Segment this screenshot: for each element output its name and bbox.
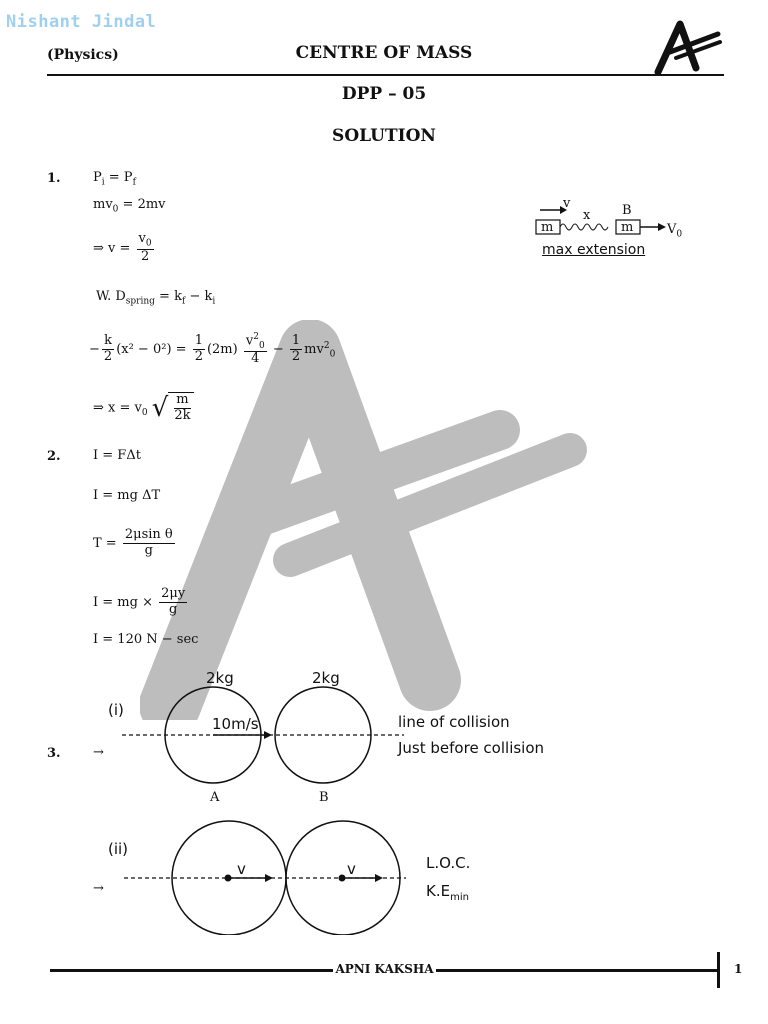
spring-block-diagram bbox=[530, 198, 690, 238]
q2-impulse-gravity: I = mg ΔT bbox=[93, 488, 161, 503]
footer-brand: APNI KAKSHA bbox=[335, 962, 434, 976]
subject-label: (Physics) bbox=[47, 47, 119, 63]
diagram-mass-1-label: m bbox=[541, 220, 554, 235]
author-watermark: Nishant Jindal bbox=[6, 12, 157, 32]
diagram-block-b-label: B bbox=[622, 203, 632, 218]
topic-title: CENTRE OF MASS bbox=[295, 43, 473, 63]
diagram-mass-2-label: m bbox=[621, 220, 634, 235]
q3-arrow-2: → bbox=[93, 881, 104, 896]
question-number-1: 1. bbox=[47, 171, 61, 186]
q1-extension-result: ⇒ $x = v_0$ √ $\frac{m}{2k}$ bbox=[93, 392, 194, 424]
q1-energy-substitution: − $\frac{k}{2}$ (x² − 0²) = $\frac{1}{2}$ (2m) $\frac{v^2_0}{4}$ − $\frac{1}{2}$ $mv^2_0$ bbox=[89, 332, 336, 367]
q1-work-energy-equation: W. $D_{spring} = k_f - k_i$ bbox=[96, 289, 216, 307]
ball-a-label: A bbox=[210, 790, 220, 805]
ball-b-mass-label: 2kg bbox=[312, 669, 340, 687]
ball-b-label: B bbox=[319, 790, 329, 805]
q2-time-equation: T = $\frac{\text{2μsin θ}}{g}$ bbox=[93, 527, 173, 558]
velocity-label: 10m/s bbox=[212, 715, 259, 733]
ball-1-velocity-label: v bbox=[237, 860, 246, 878]
q1-velocity-result: ⇒ v = $\frac{v_0}{2}$ bbox=[93, 231, 152, 264]
q2-impulse-equation: I = FΔt bbox=[93, 448, 141, 463]
diagram-velocity-label: v bbox=[563, 196, 571, 211]
before-collision-note: Just before collision bbox=[398, 739, 545, 757]
part-ii-label: (ii) bbox=[108, 840, 129, 858]
diagram-extension-label: x bbox=[583, 208, 591, 223]
ball-2-velocity-label: v bbox=[347, 860, 356, 878]
footer-rule-right bbox=[436, 969, 718, 972]
background-logo-watermark bbox=[140, 320, 600, 720]
diagram-caption: max extension bbox=[542, 242, 646, 258]
question-number-2: 2. bbox=[47, 449, 61, 464]
page-number: 1 bbox=[734, 962, 743, 976]
ke-min-note: $K.E_{min}$ bbox=[426, 882, 469, 903]
ball-a-mass-label: 2kg bbox=[206, 669, 234, 687]
diagram-v0-label: $V_0$ bbox=[667, 222, 683, 240]
solution-heading: SOLUTION bbox=[332, 126, 436, 146]
q3-arrow-1: → bbox=[93, 745, 104, 760]
dpp-title: DPP – 05 bbox=[341, 84, 427, 104]
q2-impulse-substitution: I = mg × $\frac{2\mu y}{g}$ bbox=[93, 586, 186, 617]
q1-momentum-equation: $P_i = P_f$ bbox=[93, 170, 136, 188]
q1-velocity-equation: $mv_0 = 2mv$ bbox=[93, 197, 166, 215]
q2-impulse-result: I = 120 N − sec bbox=[93, 632, 199, 647]
footer-vertical-bar bbox=[717, 952, 720, 988]
collision-diagram-2 bbox=[122, 820, 412, 935]
footer-rule-left bbox=[50, 969, 333, 972]
part-i-label: (i) bbox=[108, 701, 124, 719]
loc-note: L.O.C. bbox=[426, 854, 471, 872]
collision-diagram-1 bbox=[120, 685, 410, 790]
line-of-collision-note: line of collision bbox=[398, 713, 510, 731]
question-number-3: 3. bbox=[47, 746, 61, 761]
header-divider bbox=[47, 74, 724, 76]
